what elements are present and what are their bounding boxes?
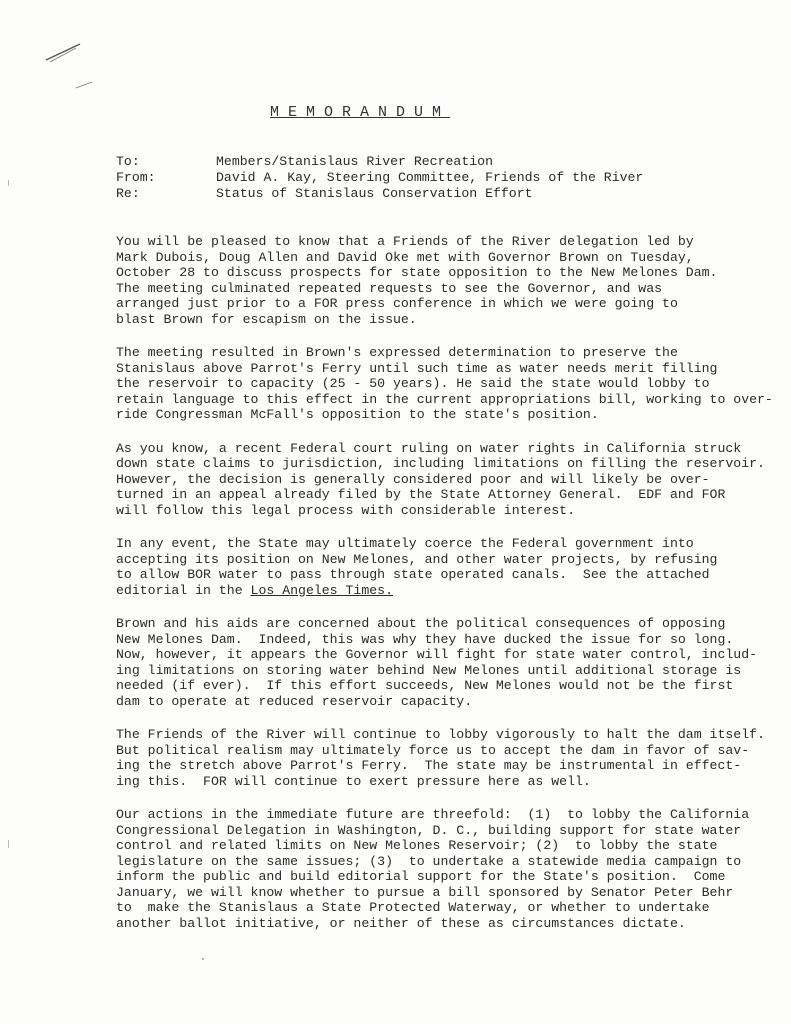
re-row (116, 186, 643, 202)
text-line: But political realism may ultimately force us to accept the dam in favor of sav- (116, 742, 750, 758)
re-label: Re: (116, 186, 140, 201)
text-line: the reservoir to capacity (25 - 50 years). He said the state would lobby to (116, 376, 710, 391)
handwritten-mark-icon (40, 38, 120, 98)
text-line: control and related limits on New Melones Reservoir; (2) to lobby the state (116, 838, 718, 853)
text-line (116, 583, 756, 599)
text-line: ing limitations on storing water behind New Melones until additional storage is (116, 662, 742, 678)
paragraph (116, 727, 765, 789)
paragraph (116, 440, 765, 519)
text-line: retain language to this effect in the current appropriations bill, working to over- (116, 391, 773, 407)
text-line: legislature on the same issues; (3) to undertake a statewide media campaign to (116, 853, 742, 869)
paragraph (116, 234, 756, 327)
text-line: ing the stretch above Parrot's Ferry. The state may be instrumental in effect- (116, 758, 742, 773)
text-line: Stanislaus above Parrot's Ferry until such time as water needs merit filling (116, 360, 718, 376)
text-line: down state claims to jurisdiction, including limitations on filling the reservoir. (116, 456, 765, 471)
text-line: to allow BOR water to pass through state operated canals. See the attached (116, 567, 710, 582)
text-line: January, we will know whether to pursue a bill sponsored by Senator Peter Behr (116, 884, 734, 900)
scan-edge-mark (8, 180, 9, 186)
text-line: However, the decision is generally considered poor and will likely be over- (116, 471, 710, 487)
text-line: You will be pleased to know that a Friends of the River delegation led by (116, 234, 694, 249)
memo-header (116, 154, 643, 202)
text-line: Congressional Delegation in Washington, D. C., building support for state water (116, 822, 742, 838)
to-row (116, 154, 643, 170)
from-row (116, 170, 643, 186)
text-line: Brown and his aids are concerned about the political consequences of opposing (116, 616, 726, 631)
memo-body (116, 234, 773, 949)
scan-edge-mark (8, 840, 9, 848)
text-line: Mark Dubois, Doug Allen and David Oke met with Governor Brown on Tuesday, (116, 249, 694, 265)
text-fragment: editorial in the (116, 582, 251, 598)
text-line: ing this. FOR will continue to exert pressure here as well. (116, 773, 591, 789)
text-line: will follow this legal process with considerable interest. (116, 502, 575, 518)
re-value: Status of Stanislaus Conservation Effort (216, 186, 533, 201)
newspaper-title: Los Angeles Times. (250, 582, 393, 598)
text-line: New Melones Dam. Indeed, this was why they have ducked the issue for so long. (116, 631, 734, 647)
text-line: The Friends of the River will continue to lobby vigorously to halt the dam itself. (116, 727, 765, 742)
text-line: another ballot initiative, or neither of these as circumstances dictate. (116, 915, 686, 931)
to-value: Members/Stanislaus River Recreation (216, 154, 493, 169)
text-line: ride Congressman McFall's opposition to the state's position. (116, 407, 599, 422)
text-line: needed (if ever). If this effort succeeds, New Melones would not be the first (116, 678, 734, 693)
scan-speck (202, 958, 204, 960)
from-value: David A. Kay, Steering Committee, Friends of the River (216, 170, 644, 185)
text-line: As you know, a recent Federal court ruling on water rights in California struck (116, 440, 742, 456)
paragraph (116, 807, 756, 931)
text-line: dam to operate at reduced reservoir capacity. (116, 693, 473, 709)
from-label: From: (116, 170, 156, 185)
text-line: Now, however, it appears the Governor will fight for state water control, includ- (116, 647, 758, 662)
text-line: inform the public and build editorial support for the State's position. Come (116, 869, 726, 884)
text-line: The meeting resulted in Brown's expressed determination to preserve the (116, 345, 678, 360)
paragraph (116, 536, 756, 598)
paragraph (116, 345, 773, 423)
text-line: Our actions in the immediate future are threefold: (1) to lobby the California (116, 807, 750, 822)
text-line: accepting its position on New Melones, and other water projects, by refusing (116, 551, 718, 567)
text-line: blast Brown for escapism on the issue. (116, 311, 417, 327)
text-line: In any event, the State may ultimately coerce the Federal government into (116, 536, 694, 551)
text-line: to make the Stanislaus a State Protected Waterway, or whether to undertake (116, 900, 710, 915)
text-line: The meeting culminated repeated requests to see the Governor, and was (116, 280, 663, 296)
paragraph (116, 616, 756, 709)
to-label: To: (116, 154, 140, 169)
text-line: turned in an appeal already filed by the State Attorney General. EDF and FOR (116, 487, 726, 502)
text-line: October 28 to discuss prospects for state opposition to the New Melones Dam. (116, 265, 718, 280)
text-line: arranged just prior to a FOR press conference in which we were going to (116, 296, 678, 311)
memo-title: MEMORANDUM (270, 104, 451, 121)
